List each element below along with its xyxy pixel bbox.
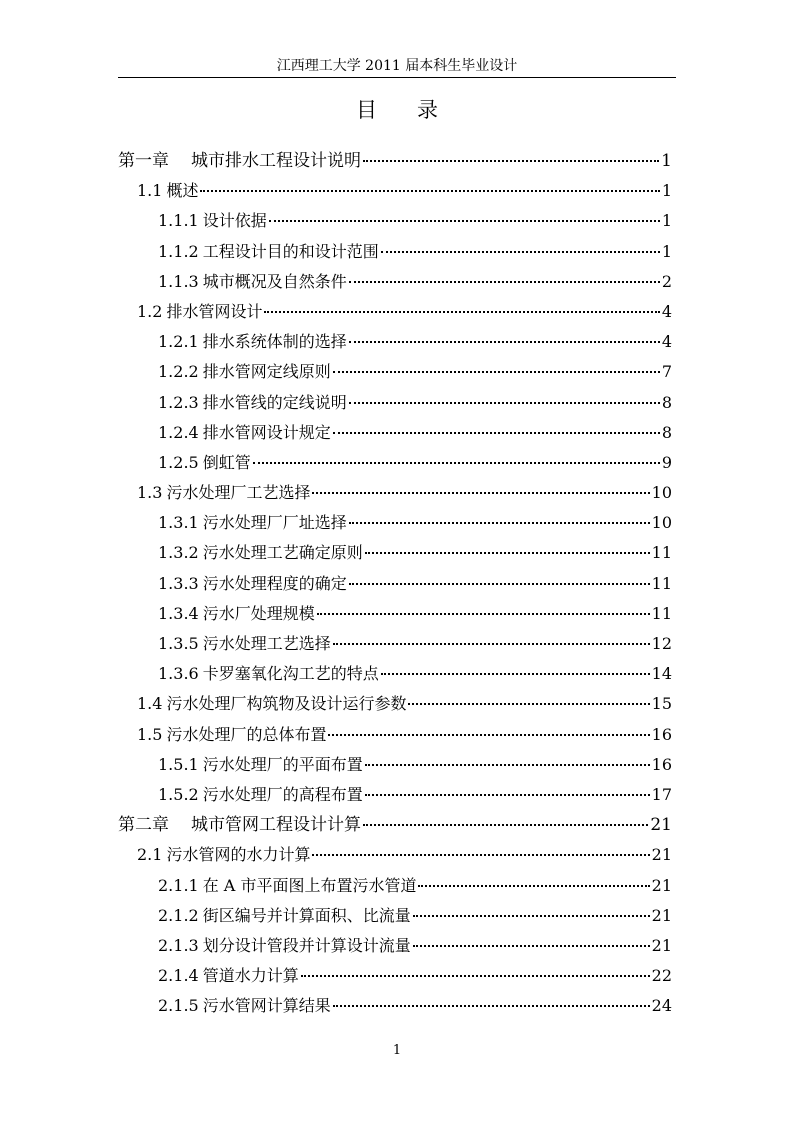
toc-dot-leader bbox=[301, 975, 650, 977]
toc-entry[interactable] bbox=[118, 931, 672, 961]
toc-entry-label: 卡罗塞氧化沟工艺的特点 bbox=[202, 664, 379, 684]
toc-entry-page: 21 bbox=[651, 875, 672, 895]
toc-entry-number: 2.1.2 bbox=[158, 905, 199, 925]
toc-entry-page: 7 bbox=[661, 362, 672, 382]
toc-dot-leader bbox=[349, 341, 660, 343]
toc-dot-leader bbox=[200, 190, 659, 192]
toc-entry[interactable] bbox=[118, 840, 672, 870]
page-number: 1 bbox=[392, 1043, 402, 1058]
toc-entry-title bbox=[158, 388, 347, 418]
toc-dot-leader bbox=[349, 402, 660, 404]
toc-entry-title bbox=[158, 629, 331, 659]
toc-entry-page: 16 bbox=[651, 724, 672, 744]
toc-dot-leader bbox=[333, 432, 660, 434]
toc-entry-number: 1.2 bbox=[137, 301, 163, 321]
toc-dot-leader bbox=[333, 643, 650, 645]
toc-dot-leader bbox=[413, 945, 650, 947]
toc-entry-number: 第二章 bbox=[118, 815, 169, 836]
toc-entry[interactable] bbox=[118, 176, 672, 206]
toc-entry-label: 污水处理厂的平面布置 bbox=[202, 754, 363, 774]
toc-entry-title bbox=[158, 780, 363, 810]
toc-entry-page: 15 bbox=[651, 694, 672, 714]
toc-entry-page: 10 bbox=[651, 483, 672, 503]
toc-entry-number: 2.1.5 bbox=[158, 996, 199, 1016]
toc-entry[interactable] bbox=[118, 810, 672, 840]
toc-entry[interactable] bbox=[118, 720, 672, 750]
toc-entry-number: 1.5 bbox=[137, 724, 163, 744]
toc-entry-number: 1.3 bbox=[137, 483, 163, 503]
toc-entry-title bbox=[158, 659, 379, 689]
toc-entry-title bbox=[137, 840, 310, 870]
toc-entry-number: 1.3.4 bbox=[158, 603, 199, 623]
toc-entry[interactable] bbox=[118, 689, 672, 719]
toc-entry-number: 2.1.4 bbox=[158, 966, 199, 986]
toc-entry-label: 排水系统体制的选择 bbox=[202, 332, 347, 352]
toc-entry-number: 1.2.1 bbox=[158, 332, 199, 352]
toc-entry[interactable] bbox=[118, 418, 672, 448]
toc-entry[interactable] bbox=[118, 146, 672, 176]
toc-entry-page: 12 bbox=[651, 634, 672, 653]
toc-entry-label: 排水管线的定线说明 bbox=[202, 392, 347, 412]
toc-entry[interactable] bbox=[118, 357, 672, 387]
toc-entry-page: 10 bbox=[651, 513, 672, 533]
toc-entry[interactable] bbox=[118, 478, 672, 508]
toc-dot-leader bbox=[363, 160, 659, 162]
toc-entry-title bbox=[158, 267, 347, 297]
toc-entry-title bbox=[158, 418, 331, 448]
toc-entry-title bbox=[158, 569, 347, 599]
toc-entry-number: 1.3.6 bbox=[158, 664, 199, 684]
toc-entry-number: 1.1.2 bbox=[158, 241, 199, 261]
toc-title-char-1: 目 bbox=[356, 98, 377, 122]
toc-entry-label: 城市排水工程设计说明 bbox=[191, 151, 361, 171]
toc-entry-number: 1.2.3 bbox=[158, 392, 199, 412]
toc-entry-number: 1.1.3 bbox=[158, 271, 199, 291]
toc-entry-page: 21 bbox=[651, 935, 672, 955]
toc-entry-number: 1.5.2 bbox=[158, 784, 199, 804]
toc-entry-number: 2.1 bbox=[137, 845, 163, 865]
toc-entry-title bbox=[137, 478, 310, 508]
toc-entry-label: 污水处理厂的高程布置 bbox=[202, 784, 363, 804]
toc-entry-title bbox=[158, 538, 363, 568]
toc-entry[interactable] bbox=[118, 297, 672, 327]
toc-entry[interactable] bbox=[118, 206, 672, 236]
toc-entry-label: 污水处理厂构筑物及设计运行参数 bbox=[166, 694, 407, 714]
toc-entry-number: 1.4 bbox=[137, 694, 163, 714]
toc-entry[interactable] bbox=[118, 599, 672, 629]
toc-entry-label: 污水厂处理规模 bbox=[202, 603, 315, 623]
toc-dot-leader bbox=[269, 220, 660, 222]
header-rule bbox=[118, 77, 676, 78]
toc-entry-label: 工程设计目的和设计范围 bbox=[202, 241, 379, 261]
toc-dot-leader bbox=[349, 522, 650, 524]
toc-entry-number: 1.3.2 bbox=[158, 543, 199, 563]
toc-entry-number: 2.1.3 bbox=[158, 935, 199, 955]
toc-entry-label: 污水管网计算结果 bbox=[202, 996, 331, 1016]
toc-entry-number: 1.1.1 bbox=[158, 211, 199, 231]
toc-entry-title bbox=[158, 357, 331, 387]
toc-entry-label: 污水处理厂的总体布置 bbox=[166, 724, 327, 744]
toc-entry-number: 1.3.1 bbox=[158, 513, 199, 533]
toc-entry-label: 排水管网设计规定 bbox=[202, 422, 331, 442]
toc-entry-title bbox=[158, 750, 363, 780]
toc-dot-leader bbox=[381, 251, 660, 253]
toc-entry[interactable] bbox=[118, 388, 672, 418]
toc-entry-page: 21 bbox=[651, 845, 672, 865]
toc-entry-number: 1.1 bbox=[137, 181, 163, 201]
toc-entry-label: 街区编号并计算面积、比流量 bbox=[202, 905, 411, 925]
toc-entry-label: 污水处理工艺确定原则 bbox=[202, 543, 363, 563]
toc-entry-page: 21 bbox=[650, 815, 672, 836]
toc-entry-page: 9 bbox=[661, 452, 672, 472]
toc-entry-title bbox=[137, 176, 198, 206]
toc-entry-label: 划分设计管段并计算设计流量 bbox=[202, 935, 411, 955]
toc-entry[interactable] bbox=[118, 991, 672, 1021]
toc-dot-leader bbox=[253, 462, 660, 464]
toc-entry-number: 1.2.4 bbox=[158, 422, 199, 442]
toc-entry-page: 22 bbox=[651, 966, 672, 986]
toc-entry-label: 污水处理厂工艺选择 bbox=[166, 483, 311, 503]
toc-entry[interactable] bbox=[118, 901, 672, 931]
toc-dot-leader bbox=[333, 1005, 650, 1007]
toc-entry-label: 管道水力计算 bbox=[202, 966, 299, 986]
toc-entry-title bbox=[158, 961, 299, 991]
toc-entry-number: 1.3.3 bbox=[158, 573, 199, 593]
toc-entry-title bbox=[158, 206, 267, 236]
toc-entry-page: 4 bbox=[661, 301, 672, 321]
toc-entry-label: 污水处理工艺选择 bbox=[202, 634, 331, 653]
toc-entry[interactable] bbox=[118, 508, 672, 538]
toc-dot-leader bbox=[365, 552, 650, 554]
toc-dot-leader bbox=[365, 764, 650, 766]
toc-entry-title bbox=[137, 297, 262, 327]
toc-entry-page: 4 bbox=[661, 332, 672, 352]
toc-entry-page: 16 bbox=[651, 754, 672, 774]
toc-dot-leader bbox=[418, 885, 649, 887]
toc-entry-number: 1.2.2 bbox=[158, 362, 199, 382]
toc-entry-page: 24 bbox=[651, 996, 672, 1016]
toc-dot-leader bbox=[328, 734, 649, 736]
toc-dot-leader bbox=[363, 824, 648, 826]
toc-entry[interactable] bbox=[118, 327, 672, 357]
table-of-contents bbox=[118, 146, 672, 1021]
toc-dot-leader bbox=[408, 703, 649, 705]
toc-entry-title bbox=[158, 508, 347, 538]
toc-entry-title bbox=[158, 931, 411, 961]
toc-entry-title bbox=[137, 689, 406, 719]
toc-entry[interactable] bbox=[118, 569, 672, 599]
toc-dot-leader bbox=[381, 673, 650, 675]
toc-entry[interactable] bbox=[118, 629, 672, 659]
toc-entry-title bbox=[158, 448, 251, 478]
toc-entry-label: 排水管网设计 bbox=[166, 301, 263, 321]
toc-entry-label: 污水管网的水力计算 bbox=[166, 845, 311, 865]
toc-entry-title bbox=[158, 237, 379, 267]
toc-entry-label: 在 A 市平面图上布置污水管道 bbox=[202, 875, 417, 895]
toc-entry-title bbox=[137, 720, 326, 750]
toc-entry-page: 21 bbox=[651, 905, 672, 925]
toc-entry-label: 污水处理程度的确定 bbox=[202, 573, 347, 593]
toc-title-char-2: 录 bbox=[417, 98, 438, 122]
toc-entry-title bbox=[118, 146, 361, 176]
toc-entry[interactable] bbox=[118, 448, 672, 478]
toc-entry-number: 第一章 bbox=[118, 151, 169, 171]
toc-entry-page: 1 bbox=[661, 181, 672, 201]
toc-entry-label: 倒虹管 bbox=[202, 452, 251, 472]
toc-entry-number: 2.1.1 bbox=[158, 875, 199, 895]
toc-entry-page: 1 bbox=[661, 241, 672, 261]
toc-dot-leader bbox=[264, 311, 659, 313]
toc-dot-leader bbox=[365, 794, 650, 796]
toc-entry-label: 污水处理厂厂址选择 bbox=[202, 513, 347, 533]
toc-dot-leader bbox=[413, 915, 650, 917]
toc-dot-leader bbox=[333, 371, 660, 373]
toc-entry-number: 1.5.1 bbox=[158, 754, 199, 774]
toc-entry-title bbox=[158, 327, 347, 357]
toc-entry[interactable] bbox=[118, 659, 672, 689]
toc-entry-page: 14 bbox=[651, 664, 672, 684]
toc-entry[interactable] bbox=[118, 538, 672, 568]
toc-entry-title bbox=[158, 599, 315, 629]
toc-dot-leader bbox=[349, 281, 660, 283]
toc-entry-page: 8 bbox=[661, 392, 672, 412]
toc-entry[interactable] bbox=[118, 267, 672, 297]
toc-entry-page: 11 bbox=[651, 603, 672, 623]
toc-dot-leader bbox=[317, 613, 650, 615]
toc-title bbox=[0, 96, 794, 124]
toc-entry[interactable] bbox=[118, 961, 672, 991]
toc-entry-page: 1 bbox=[661, 151, 672, 171]
toc-dot-leader bbox=[349, 583, 650, 585]
toc-entry[interactable] bbox=[118, 750, 672, 780]
running-header: 江西理工大学 2011 届本科生毕业设计 bbox=[276, 58, 518, 74]
toc-entry-label: 概述 bbox=[166, 181, 199, 201]
toc-entry-label: 城市管网工程设计计算 bbox=[191, 815, 361, 836]
toc-entry-title bbox=[158, 991, 331, 1021]
toc-entry-label: 设计依据 bbox=[202, 211, 267, 231]
toc-entry-number: 1.2.5 bbox=[158, 452, 199, 472]
toc-entry-title bbox=[118, 810, 361, 840]
toc-entry-page: 2 bbox=[661, 271, 672, 291]
toc-entry-page: 11 bbox=[651, 573, 672, 593]
toc-entry-label: 城市概况及自然条件 bbox=[202, 271, 347, 291]
toc-entry[interactable] bbox=[118, 871, 672, 901]
toc-entry-title bbox=[158, 901, 411, 931]
toc-entry-label: 排水管网定线原则 bbox=[202, 362, 331, 382]
toc-dot-leader bbox=[312, 854, 649, 856]
toc-dot-leader bbox=[312, 492, 649, 494]
toc-entry-page: 1 bbox=[661, 211, 672, 231]
toc-entry-page: 17 bbox=[651, 784, 672, 804]
toc-entry-page: 11 bbox=[651, 543, 672, 563]
toc-entry-page: 8 bbox=[661, 422, 672, 442]
toc-entry[interactable] bbox=[118, 237, 672, 267]
toc-entry[interactable] bbox=[118, 780, 672, 810]
toc-entry-number: 1.3.5 bbox=[158, 634, 199, 653]
toc-entry-title bbox=[158, 871, 416, 901]
